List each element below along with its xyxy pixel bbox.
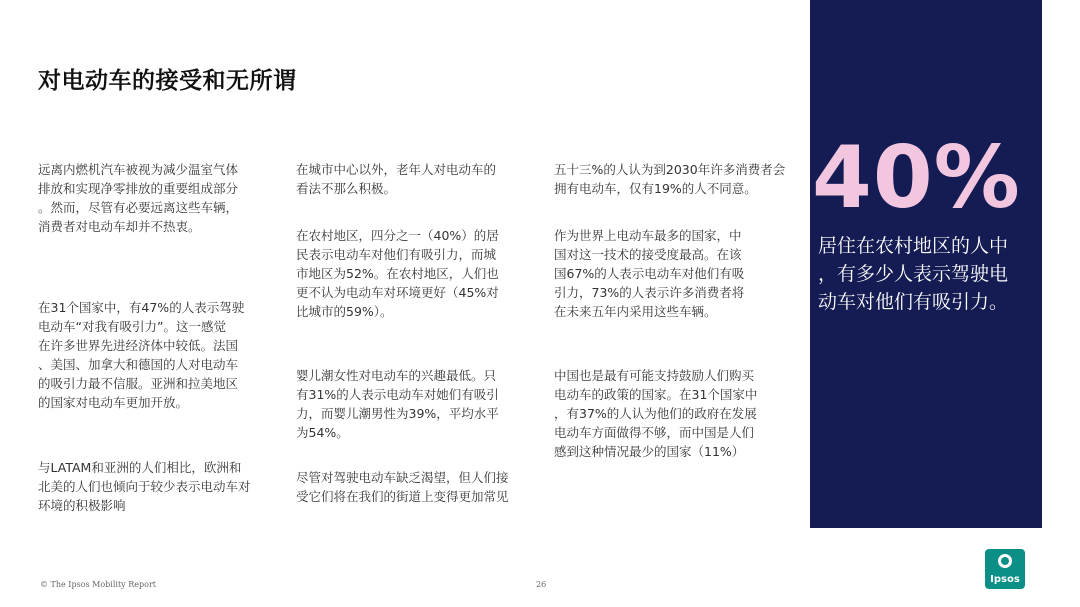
paragraph-rural-areas: 在农村地区，四分之一（40%）的居 民表示电动车对他们有吸引力，而城 市地区为52%。在农村地区，人们也 更不认为电动车对环境更好（45%对 比城市的59%）。 (296, 228, 499, 319)
page-number: 26 (536, 580, 547, 589)
rural-stat-value: 40% (812, 128, 1021, 228)
footer-source: © The Ipsos Mobility Report (40, 580, 156, 589)
logo-mark-icon (998, 554, 1012, 568)
ipsos-logo (985, 549, 1025, 589)
rural-stat-caption: 居住在农村地区的人中 ，有多少人表示驾驶电 动车对他们有吸引力。 (818, 235, 1009, 313)
paragraph-ice-transition: 远离内燃机汽车被视为减少温室气体 排放和实现净零排放的重要组成部分 。然而，尽管有必要远离这些车辆， 消费者对电动车却并不热衷。 (38, 162, 239, 234)
paragraph-latam-asia: 与LATAM和亚洲的人们相比，欧洲和 北美的人们也倾向于较少表示电动车对 环境的积极影响 (38, 460, 251, 513)
paragraph-acceptance: 尽管对驾驶电动车缺乏渴望，但人们接 受它们将在我们的街道上变得更加常见 (296, 470, 509, 504)
paragraph-31-countries: 在31个国家中，有47%的人表示驾驶 电动车“对我有吸引力”。这一感觉 在许多世界先进经济体中较低。法国 、美国、加拿大和德国的人对电动车 的吸引力最不信服。亚洲和拉美地区 的国家对电动车更加开放。 (38, 300, 245, 410)
paragraph-2030-forecast: 五十三%的人认为到2030年许多消费者会 拥有电动车，仅有19%的人不同意。 (554, 162, 786, 196)
paragraph-china-adoption: 作为世界上电动车最多的国家，中 国对这一技术的接受度最高。在该 国67%的人表示电动车对他们有吸 引力，73%的人表示许多消费者将 在未来五年内采用这些车辆。 (554, 228, 745, 319)
page-title: 对电动车的接受和无所谓 (38, 68, 297, 94)
stat-panel (810, 0, 1042, 528)
paragraph-outside-cities: 在城市中心以外，老年人对电动车的 看法不那么积极。 (296, 162, 497, 196)
paragraph-china-policy: 中国也是最有可能支持鼓励人们购买 电动车的政策的国家。在31个国家中 ，有37%的人认为他们的政府在发展 电动车方面做得不够，而中国是人们 感到这种情况最少的国家（11%） (554, 368, 758, 459)
logo-text: Ipsos (990, 574, 1020, 585)
paragraph-baby-boomer-women: 婴儿潮女性对电动车的兴趣最低。只 有31%的人表示电动车对她们有吸引 力，而婴儿潮男性为39%，平均水平 为54%。 (296, 368, 499, 440)
